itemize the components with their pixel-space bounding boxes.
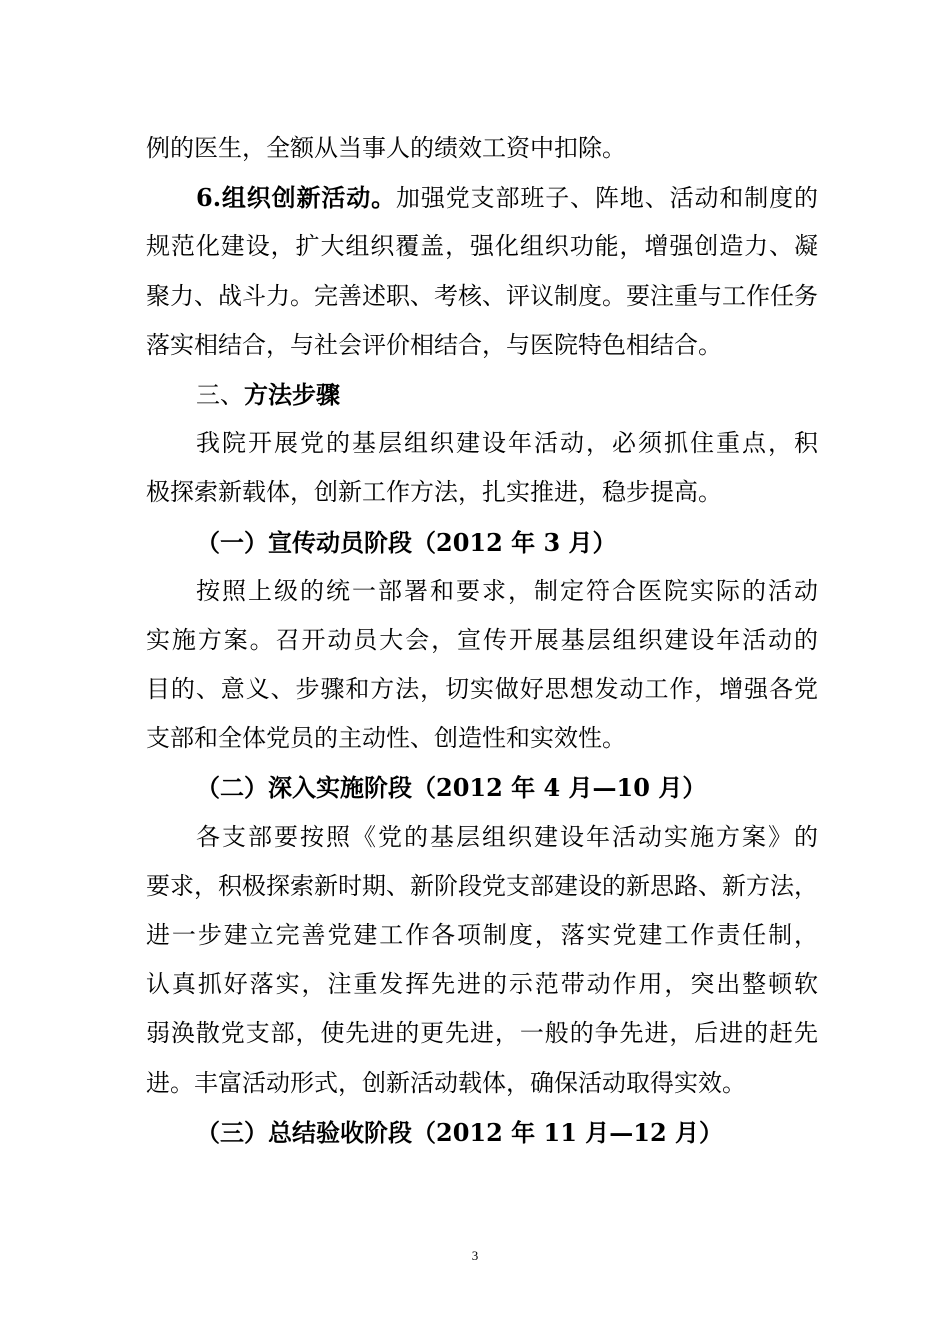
paragraph-line: 规范化建设，扩大组织覆盖，强化组织功能，增强创造力、凝	[146, 232, 818, 261]
paragraph-line: 支部和全体党员的主动性、创造性和实效性。	[146, 724, 626, 753]
document-body	[146, 124, 818, 1157]
paragraph-line: 极探索新载体，创新工作方法，扎实推进，稳步提高。	[146, 478, 722, 507]
paragraph-line	[146, 173, 818, 222]
paragraph-line: 进一步建立完善党建工作各项制度，落实党建工作责任制，	[146, 921, 818, 949]
paragraph-line: 实施方案。召开动员大会，宣传开展基层组织建设年活动的	[146, 625, 818, 654]
paragraph-line: 认真抓好落实，注重发挥先进的示范带动作用，突出整顿软	[146, 970, 818, 999]
subsection-heading: （一）宣传动员阶段（2012 年 3 月）	[196, 527, 617, 557]
paragraph-line: 目的、意义、步骤和方法，切实做好思想发动工作，增强各党	[146, 675, 818, 704]
paragraph-line: 例的医生，全额从当事人的绩效工资中扣除。	[146, 134, 626, 162]
section-heading	[146, 370, 818, 419]
paragraph-line: 各支部要按照《党的基层组织建设年活动实施方案》的	[196, 822, 818, 851]
item-text: 加强党支部班子、阵地、活动和制度的	[396, 184, 819, 213]
paragraph-line: 进。丰富活动形式，创新活动载体，确保活动取得实效。	[146, 1068, 746, 1097]
paragraph-line: 按照上级的统一部署和要求，制定符合医院实际的活动	[196, 576, 818, 605]
paragraph-line: 聚力、战斗力。完善述职、考核、评议制度。要注重与工作任务	[146, 281, 818, 310]
paragraph-line: 我院开展党的基层组织建设年活动，必须抓住重点，积	[196, 429, 818, 458]
subsection-heading: （二）深入实施阶段（2012 年 4 月—10 月）	[196, 773, 707, 803]
paragraph-line: 落实相结合，与社会评价相结合，与医院特色相结合。	[146, 330, 722, 359]
paragraph-line: 弱涣散党支部，使先进的更先进，一般的争先进，后进的赶先	[146, 1019, 818, 1048]
item-heading: 6.组织创新活动。	[196, 183, 397, 213]
section-number: 三、	[196, 380, 244, 409]
subsection-heading: （三）总结验收阶段（2012 年 11 月—12 月）	[196, 1117, 724, 1147]
section-title: 方法步骤	[244, 379, 340, 409]
paragraph-line: 要求，积极探索新时期、新阶段党支部建设的新思路、新方法，	[146, 871, 818, 900]
page-number: 3	[471, 1248, 479, 1263]
